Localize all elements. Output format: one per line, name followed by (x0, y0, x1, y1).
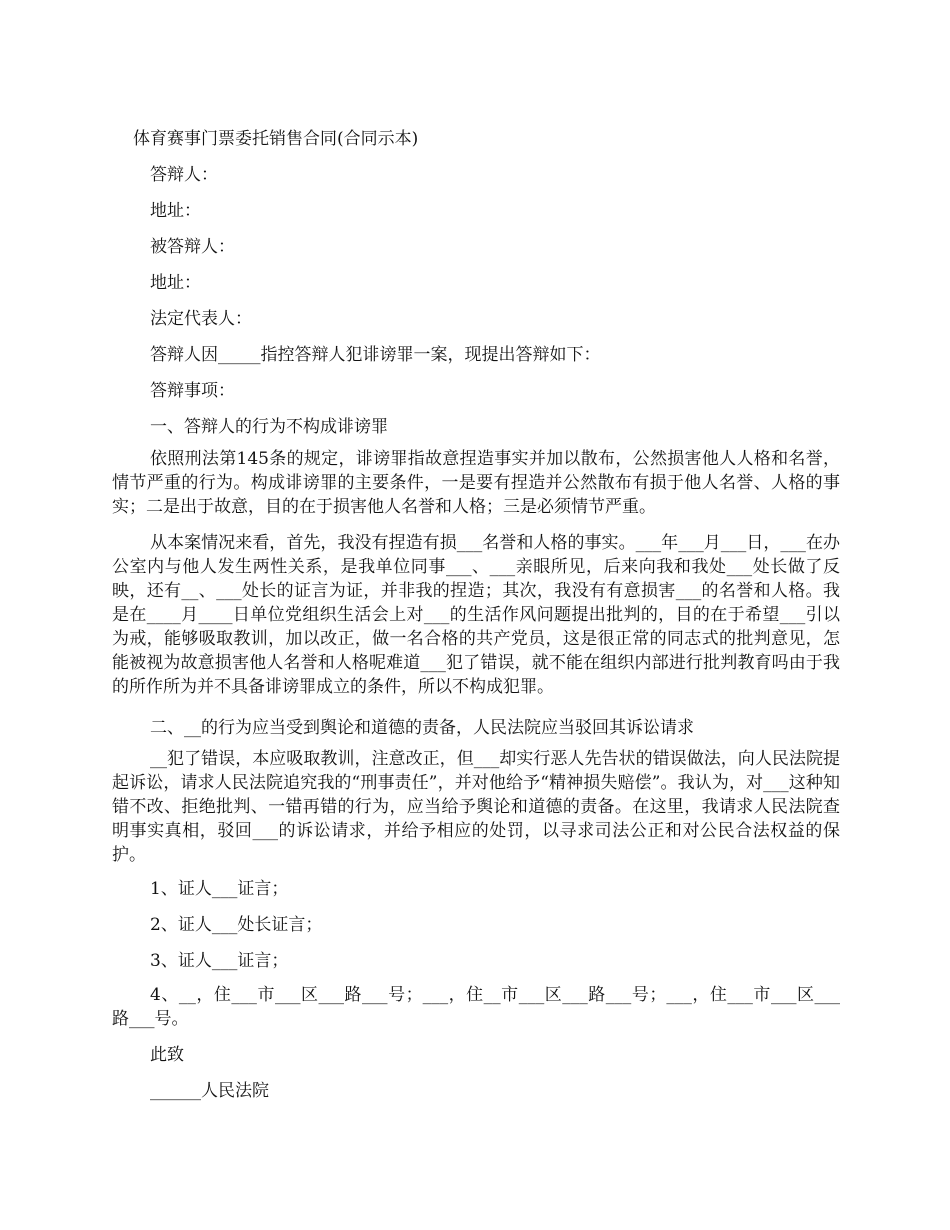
defense-items-heading: 答辩事项： (150, 381, 235, 401)
paragraph-case-facts: 从本案情况来看，首先，我没有捏造有损___名誉和人格的事实。___年___月___日，___在办公室内与他人发生两性关系，是我单位同事___、___亲眼所见，后来向我和我处___处长做了反映，还有__、___处长的证言为证，并非我的捏造；其次，我没有有意损害___的名誉和人格。我是在____月____日单位党组织生活会上对___的生活作风问题提出批判的，目的在于希望___引以为戒，能够吸取教训，加以改正，做一名合格的共产党员，这是很正常的同志式的批判意见，怎能被视为故意损害他人名誉和人格呢难道___犯了错误，就不能在组织内部进行批判教育吗由于我的所作所为并不具备诽谤罪成立的条件，所以不构成犯罪。 (112, 533, 840, 697)
evidence-item-4: 4、__，住___市___区___路___号；___，住__市___区___路___号；___，住___市___区___路___号。 (112, 985, 840, 1029)
paragraph-request: __犯了错误，本应吸取教训，注意改正，但___却实行恶人先告状的错误做法，向人民法院提起诉讼，请求人民法院追究我的“刑事责任”，并对他给予“精神损失赔偿”。我认为，对___这种知错不改、拒绝批判、一错再错的行为，应当给予舆论和道德的责备。在这里，我请求人民法院查明事实真相，驳回___的诉讼请求，并给予相应的处罚，以寻求司法公正和对公民合法权益的保护。 (112, 749, 840, 865)
section-two-heading: 二、__的行为应当受到舆论和道德的责备，人民法院应当驳回其诉讼请求 (150, 718, 694, 738)
closing-salutation: 此致 (150, 1045, 184, 1065)
paragraph-law-basis: 依照刑法第145条的规定，诽谤罪指故意捏造事实并加以散布，公然损害他人人格和名誉，情节严重的行为。构成诽谤罪的主要条件，一是要有捏造并公然散布有损于他人名誉、人格的事实；二是出于故意，目的在于损害他人名誉和人格；三是必须情节严重。 (112, 449, 840, 517)
intro-statement: 答辩人因_____指控答辩人犯诽谤罪一案，现提出答辩如下： (150, 345, 601, 365)
respondent-label: 答辩人： (150, 165, 218, 185)
evidence-item-3: 3、证人___证言； (150, 951, 289, 971)
evidence-item-2: 2、证人___处长证言； (150, 915, 323, 935)
claimant-label: 被答辩人： (150, 237, 235, 257)
court-addressee: ______人民法院 (150, 1081, 269, 1101)
legal-representative-label: 法定代表人： (150, 309, 252, 329)
evidence-item-1: 1、证人___证言； (150, 879, 289, 899)
respondent-address-label: 地址： (150, 201, 201, 221)
claimant-address-label: 地址： (150, 273, 201, 293)
section-one-heading: 一、答辩人的行为不构成诽谤罪 (150, 417, 388, 437)
document-title: 体育赛事门票委托销售合同(合同示本) (133, 129, 419, 149)
